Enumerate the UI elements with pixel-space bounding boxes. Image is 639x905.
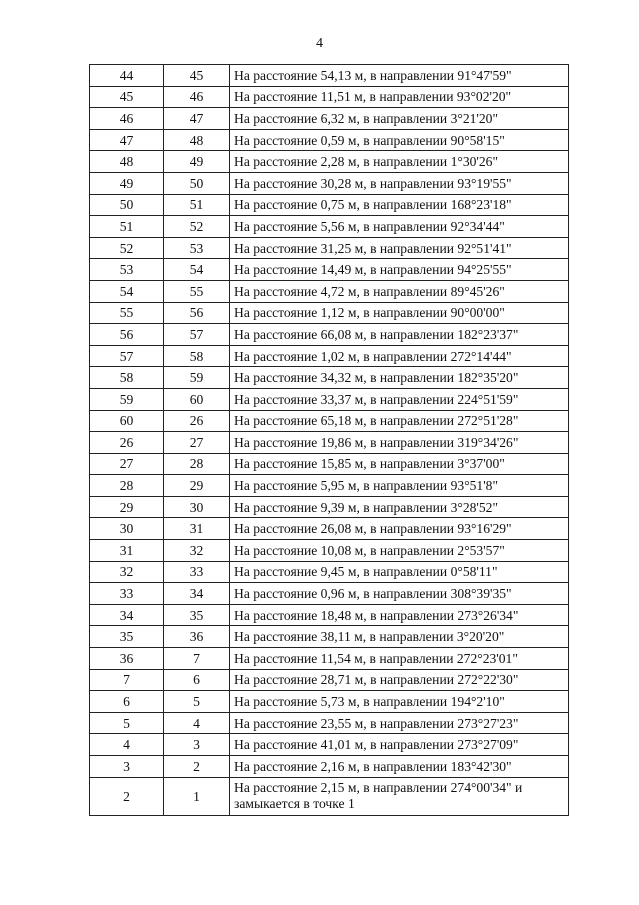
table-row xyxy=(90,65,569,87)
start-point-cell: 36 xyxy=(90,648,164,670)
start-point-cell: 55 xyxy=(90,302,164,324)
page-number: 4 xyxy=(316,36,323,51)
segment-description-cell: На расстояние 5,73 м, в направлении 194°2'10" xyxy=(230,691,569,713)
table-row xyxy=(90,453,569,475)
end-point-cell: 46 xyxy=(164,86,230,108)
segment-description-cell: На расстояние 15,85 м, в направлении 3°37'00" xyxy=(230,453,569,475)
start-point-cell: 44 xyxy=(90,65,164,87)
segment-description-cell: На расстояние 5,95 м, в направлении 93°51'8" xyxy=(230,475,569,497)
table-row xyxy=(90,777,569,815)
start-point-cell: 28 xyxy=(90,475,164,497)
end-point-cell: 1 xyxy=(164,777,230,815)
segment-description-cell: На расстояние 2,16 м, в направлении 183°42'30" xyxy=(230,756,569,778)
start-point-cell: 59 xyxy=(90,388,164,410)
start-point-cell: 54 xyxy=(90,280,164,302)
segment-description-cell: На расстояние 30,28 м, в направлении 93°19'55" xyxy=(230,172,569,194)
start-point-cell: 45 xyxy=(90,86,164,108)
table-row xyxy=(90,475,569,497)
segment-description-cell: На расстояние 9,45 м, в направлении 0°58'11" xyxy=(230,561,569,583)
end-point-cell: 34 xyxy=(164,583,230,605)
segment-description-cell: На расстояние 11,54 м, в направлении 272°23'01" xyxy=(230,648,569,670)
segment-description-cell: На расстояние 0,59 м, в направлении 90°58'15" xyxy=(230,129,569,151)
table-row xyxy=(90,691,569,713)
table-row xyxy=(90,540,569,562)
end-point-cell: 53 xyxy=(164,237,230,259)
segment-description-cell: На расстояние 0,96 м, в направлении 308°39'35" xyxy=(230,583,569,605)
segment-description-cell: На расстояние 41,01 м, в направлении 273°27'09" xyxy=(230,734,569,756)
end-point-cell: 57 xyxy=(164,324,230,346)
end-point-cell: 28 xyxy=(164,453,230,475)
end-point-cell: 59 xyxy=(164,367,230,389)
end-point-cell: 49 xyxy=(164,151,230,173)
segment-description-cell: На расстояние 2,28 м, в направлении 1°30'26" xyxy=(230,151,569,173)
end-point-cell: 35 xyxy=(164,604,230,626)
end-point-cell: 32 xyxy=(164,540,230,562)
table-row xyxy=(90,669,569,691)
segment-description-cell: На расстояние 19,86 м, в направлении 319°34'26" xyxy=(230,432,569,454)
start-point-cell: 35 xyxy=(90,626,164,648)
segment-description-cell: На расстояние 14,49 м, в направлении 94°25'55" xyxy=(230,259,569,281)
table-row xyxy=(90,259,569,281)
start-point-cell: 32 xyxy=(90,561,164,583)
segment-description-cell: На расстояние 26,08 м, в направлении 93°16'29" xyxy=(230,518,569,540)
end-point-cell: 48 xyxy=(164,129,230,151)
start-point-cell: 31 xyxy=(90,540,164,562)
end-point-cell: 26 xyxy=(164,410,230,432)
segment-description-cell: На расстояние 0,75 м, в направлении 168°23'18" xyxy=(230,194,569,216)
end-point-cell: 60 xyxy=(164,388,230,410)
start-point-cell: 51 xyxy=(90,216,164,238)
table-body xyxy=(90,65,569,816)
segment-description-cell: На расстояние 6,32 м, в направлении 3°21'20" xyxy=(230,108,569,130)
start-point-cell: 7 xyxy=(90,669,164,691)
end-point-cell: 56 xyxy=(164,302,230,324)
segment-description-cell: На расстояние 1,02 м, в направлении 272°14'44" xyxy=(230,345,569,367)
start-point-cell: 4 xyxy=(90,734,164,756)
start-point-cell: 50 xyxy=(90,194,164,216)
table-row xyxy=(90,108,569,130)
start-point-cell: 29 xyxy=(90,496,164,518)
table-row xyxy=(90,756,569,778)
end-point-cell: 29 xyxy=(164,475,230,497)
end-point-cell: 55 xyxy=(164,280,230,302)
segment-description-cell: На расстояние 54,13 м, в направлении 91°47'59" xyxy=(230,65,569,87)
table-row xyxy=(90,410,569,432)
start-point-cell: 48 xyxy=(90,151,164,173)
table-row xyxy=(90,367,569,389)
start-point-cell: 3 xyxy=(90,756,164,778)
start-point-cell: 30 xyxy=(90,518,164,540)
start-point-cell: 46 xyxy=(90,108,164,130)
segment-description-cell: На расстояние 18,48 м, в направлении 273°26'34" xyxy=(230,604,569,626)
segment-description-cell: На расстояние 1,12 м, в направлении 90°00'00" xyxy=(230,302,569,324)
segment-description-cell: На расстояние 34,32 м, в направлении 182°35'20" xyxy=(230,367,569,389)
end-point-cell: 58 xyxy=(164,345,230,367)
start-point-cell: 26 xyxy=(90,432,164,454)
start-point-cell: 34 xyxy=(90,604,164,626)
table-row xyxy=(90,172,569,194)
table-row xyxy=(90,86,569,108)
end-point-cell: 52 xyxy=(164,216,230,238)
segment-description-cell: На расстояние 65,18 м, в направлении 272°51'28" xyxy=(230,410,569,432)
table-row xyxy=(90,712,569,734)
start-point-cell: 27 xyxy=(90,453,164,475)
segment-description-cell: На расстояние 66,08 м, в направлении 182°23'37" xyxy=(230,324,569,346)
segment-description-cell: На расстояние 5,56 м, в направлении 92°34'44" xyxy=(230,216,569,238)
table-row xyxy=(90,734,569,756)
table-row xyxy=(90,129,569,151)
end-point-cell: 50 xyxy=(164,172,230,194)
table-row xyxy=(90,280,569,302)
table-row xyxy=(90,151,569,173)
start-point-cell: 47 xyxy=(90,129,164,151)
end-point-cell: 33 xyxy=(164,561,230,583)
table-row xyxy=(90,237,569,259)
end-point-cell: 4 xyxy=(164,712,230,734)
segment-description-cell: На расстояние 28,71 м, в направлении 272°22'30" xyxy=(230,669,569,691)
table-row xyxy=(90,345,569,367)
start-point-cell: 6 xyxy=(90,691,164,713)
end-point-cell: 30 xyxy=(164,496,230,518)
table-row xyxy=(90,626,569,648)
start-point-cell: 58 xyxy=(90,367,164,389)
end-point-cell: 54 xyxy=(164,259,230,281)
table-row xyxy=(90,604,569,626)
end-point-cell: 6 xyxy=(164,669,230,691)
end-point-cell: 45 xyxy=(164,65,230,87)
segment-description-cell: На расстояние 2,15 м, в направлении 274°00'34" и замыкается в точке 1 xyxy=(230,777,569,815)
start-point-cell: 2 xyxy=(90,777,164,815)
start-point-cell: 33 xyxy=(90,583,164,605)
boundary-points-table xyxy=(89,64,569,816)
segment-description-cell: На расстояние 33,37 м, в направлении 224°51'59" xyxy=(230,388,569,410)
table-row xyxy=(90,302,569,324)
start-point-cell: 49 xyxy=(90,172,164,194)
table-row xyxy=(90,583,569,605)
table-row xyxy=(90,324,569,346)
table-row xyxy=(90,194,569,216)
end-point-cell: 51 xyxy=(164,194,230,216)
table-row xyxy=(90,518,569,540)
start-point-cell: 57 xyxy=(90,345,164,367)
table-row xyxy=(90,648,569,670)
segment-description-cell: На расстояние 38,11 м, в направлении 3°20'20" xyxy=(230,626,569,648)
end-point-cell: 2 xyxy=(164,756,230,778)
end-point-cell: 27 xyxy=(164,432,230,454)
table-row xyxy=(90,216,569,238)
start-point-cell: 60 xyxy=(90,410,164,432)
segment-description-cell: На расстояние 9,39 м, в направлении 3°28'52" xyxy=(230,496,569,518)
end-point-cell: 5 xyxy=(164,691,230,713)
start-point-cell: 56 xyxy=(90,324,164,346)
segment-description-cell: На расстояние 23,55 м, в направлении 273°27'23" xyxy=(230,712,569,734)
table-row xyxy=(90,496,569,518)
segment-description-cell: На расстояние 4,72 м, в направлении 89°45'26" xyxy=(230,280,569,302)
end-point-cell: 3 xyxy=(164,734,230,756)
start-point-cell: 5 xyxy=(90,712,164,734)
segment-description-cell: На расстояние 31,25 м, в направлении 92°51'41" xyxy=(230,237,569,259)
segment-description-cell: На расстояние 10,08 м, в направлении 2°53'57" xyxy=(230,540,569,562)
table-row xyxy=(90,561,569,583)
end-point-cell: 47 xyxy=(164,108,230,130)
end-point-cell: 7 xyxy=(164,648,230,670)
segment-description-cell: На расстояние 11,51 м, в направлении 93°02'20" xyxy=(230,86,569,108)
start-point-cell: 52 xyxy=(90,237,164,259)
table-row xyxy=(90,432,569,454)
table-row xyxy=(90,388,569,410)
start-point-cell: 53 xyxy=(90,259,164,281)
end-point-cell: 31 xyxy=(164,518,230,540)
end-point-cell: 36 xyxy=(164,626,230,648)
